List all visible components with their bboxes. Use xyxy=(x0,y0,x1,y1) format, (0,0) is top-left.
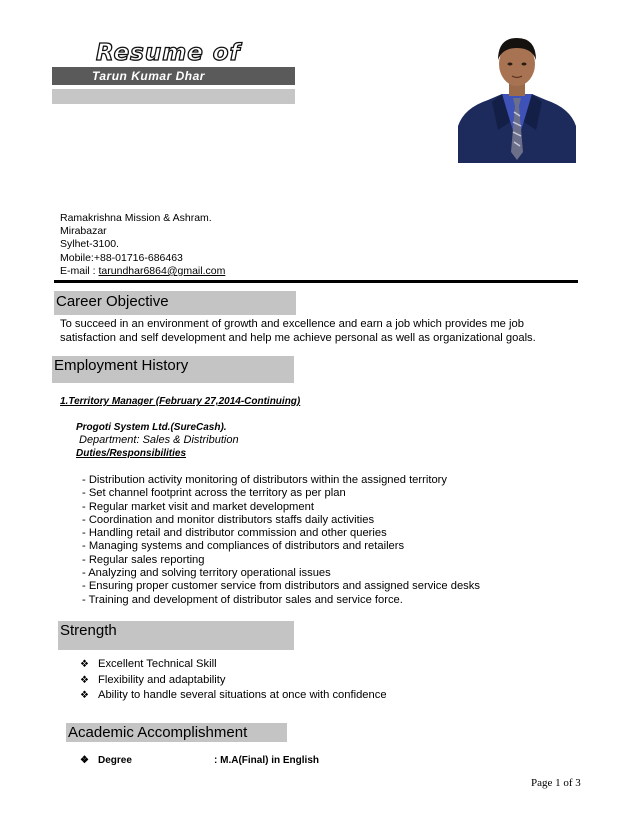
diamond-bullet-icon: ❖ xyxy=(80,674,89,686)
strength-item: Ability to handle several situations at once with confidence xyxy=(98,689,387,701)
list-item: - Coordination and monitor distributors staffs daily activities xyxy=(82,513,375,526)
list-item: - Handling retail and distributor commission and other queries xyxy=(82,527,387,540)
list-item xyxy=(80,657,387,673)
duties-heading: Duties/Responsibilities xyxy=(76,448,187,459)
list-item: - Set channel footprint across the territory as per plan xyxy=(82,487,346,500)
address-line: Sylhet-3100. xyxy=(60,238,119,251)
candidate-name: Tarun Kumar Dhar xyxy=(92,69,205,83)
list-item: - Managing systems and compliances of distributors and retailers xyxy=(82,540,405,553)
decorative-bar xyxy=(52,89,295,104)
academic-heading: Academic Accomplishment xyxy=(68,724,248,741)
diamond-bullet-icon: ❖ xyxy=(80,755,89,766)
list-item: - Distribution activity monitoring of distributors within the assigned territory xyxy=(82,474,447,486)
career-objective-line: To succeed in an environment of growth and excellence and earn a job which provides me job xyxy=(60,318,524,330)
header-divider xyxy=(54,280,578,283)
list-item: - Regular sales reporting xyxy=(82,553,205,566)
page-number: Page 1 of 3 xyxy=(531,777,581,789)
list-item xyxy=(80,688,387,704)
email-link[interactable]: tarundhar6864@gmail.com xyxy=(98,264,226,277)
resume-title: Resume of xyxy=(96,40,241,66)
list-item: - Training and development of distributor sales and service force. xyxy=(82,593,403,606)
list-item: - Analyzing and solving territory operational issues xyxy=(82,567,331,580)
email-line xyxy=(60,265,225,278)
job-title: 1.Territory Manager (February 27,2014-Continuing) xyxy=(60,396,301,407)
address-line: Mirabazar xyxy=(60,225,107,238)
degree-label: Degree xyxy=(98,755,132,766)
strength-list xyxy=(80,657,387,704)
list-item xyxy=(80,673,387,689)
list-item: - Regular market visit and market development xyxy=(82,500,314,513)
career-objective-text xyxy=(60,317,580,345)
strength-heading: Strength xyxy=(60,622,117,639)
contact-block xyxy=(60,212,225,278)
employment-history-heading: Employment History xyxy=(54,357,189,374)
list-item: - Ensuring proper customer service from distributors and assigned service desks xyxy=(82,580,480,593)
degree-row xyxy=(80,755,319,766)
profile-photo xyxy=(458,26,576,163)
department: Department: Sales & Distribution xyxy=(79,434,239,446)
duties-list xyxy=(82,474,480,607)
strength-item: Excellent Technical Skill xyxy=(98,658,217,670)
diamond-bullet-icon: ❖ xyxy=(80,659,89,670)
email-label: E-mail : xyxy=(60,264,99,277)
mobile-line: Mobile:+88-01716-686463 xyxy=(60,251,183,264)
profile-photo-image xyxy=(458,26,576,163)
career-objective-heading: Career Objective xyxy=(56,293,169,310)
company-name: Progoti System Ltd.(SureCash). xyxy=(76,422,227,433)
address-line: Ramakrishna Mission & Ashram. xyxy=(60,212,212,224)
career-objective-line: satisfaction and self development and help me achieve personal as well as organizational goals. xyxy=(60,332,536,344)
degree-value: : M.A(Final) in English xyxy=(214,755,319,766)
diamond-bullet-icon: ❖ xyxy=(80,690,89,701)
strength-item: Flexibility and adaptability xyxy=(98,673,226,686)
